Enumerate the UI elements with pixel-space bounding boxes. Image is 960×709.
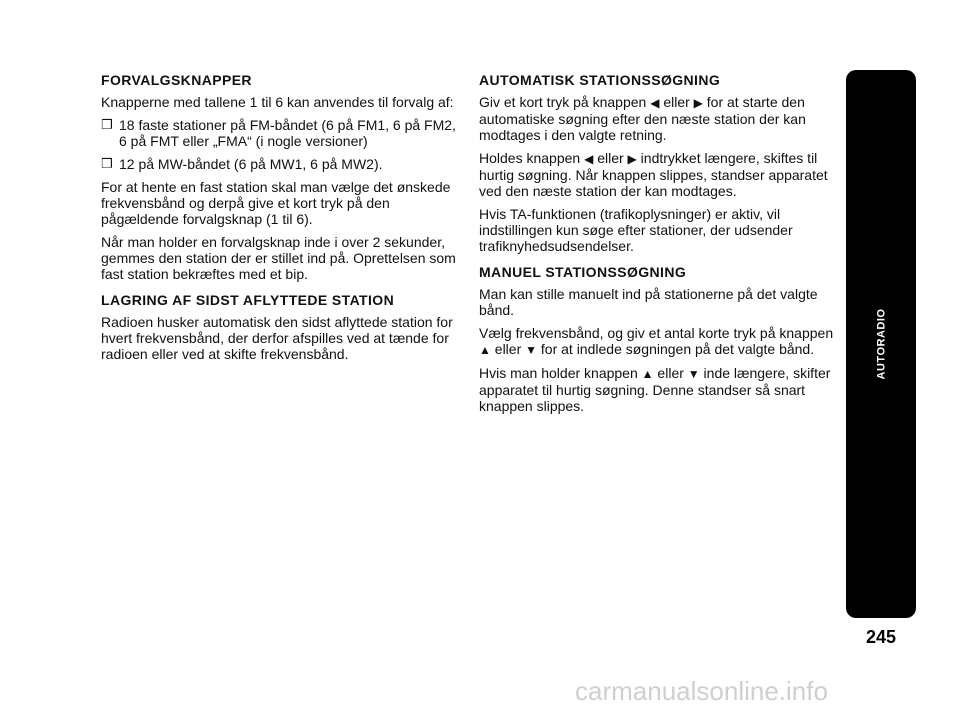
section-title-manual-search: MANUEL STATIONSSØGNING bbox=[479, 264, 687, 280]
left-arrow-icon: ◀ bbox=[584, 152, 594, 166]
section-title-preset-buttons: FORVALGSKNAPPER bbox=[101, 72, 252, 88]
paragraph: Giv et kort tryk på knappen ◀ eller ▶ for at starte den automatiske søgning efter den næste station der kan modtages i den valgte retning. bbox=[479, 94, 806, 143]
checkbox-bullet-icon: ❒ bbox=[101, 117, 113, 132]
up-arrow-icon: ▲ bbox=[479, 343, 491, 357]
right-arrow-icon: ▶ bbox=[693, 96, 703, 110]
checkbox-bullet-icon: ❒ bbox=[101, 156, 113, 171]
list-item-text: 12 på MW-båndet (6 på MW1, 6 på MW2). bbox=[119, 156, 383, 172]
down-arrow-icon: ▼ bbox=[525, 343, 538, 357]
chapter-tab-label: AUTORADIO bbox=[875, 308, 888, 380]
paragraph: Hvis TA-funktionen (trafikoplysninger) er aktiv, vil indstillingen kun søge efter stationer, der udsender trafiknyhedsudsendelser. bbox=[479, 206, 793, 254]
list-item bbox=[101, 156, 459, 172]
left-arrow-icon: ◀ bbox=[650, 96, 660, 110]
left-column bbox=[101, 72, 459, 369]
list-item-text: 18 faste stationer på FM-båndet (6 på FM1, 6 på FM2, 6 på FMT eller „FMA“ (i nogle versioner) bbox=[119, 117, 456, 149]
section-title-auto-search: AUTOMATISK STATIONSSØGNING bbox=[479, 72, 721, 88]
right-column bbox=[479, 72, 835, 421]
paragraph: Vælg frekvensbånd, og giv et antal korte tryk på knappen ▲ eller ▼ for at indlede søgningen på det valgte bånd. bbox=[479, 325, 834, 357]
up-arrow-icon: ▲ bbox=[641, 367, 654, 381]
paragraph: Når man holder en forvalgsknap inde i over 2 sekunder, gemmes den station der er stillet ind på. Oprettelsen som fast station bekræftes med et bip. bbox=[101, 234, 456, 282]
chapter-side-tab bbox=[846, 70, 916, 618]
paragraph: Holdes knappen ◀ eller ▶ indtrykket længere, skiftes til hurtig søgning. Når knappen slippes, standser apparatet ved den næste station der kan modtages. bbox=[479, 150, 828, 199]
list-item bbox=[101, 117, 459, 149]
paragraph: Radioen husker automatisk den sidst aflyttede station for hvert frekvensbånd, der derfor afspilles ved at tænde for radioen eller ved at skifte frekvensbånd. bbox=[101, 314, 453, 362]
right-arrow-icon: ▶ bbox=[627, 152, 637, 166]
paragraph: Man kan stille manuelt ind på stationerne på det valgte bånd. bbox=[479, 286, 818, 318]
paragraph: Hvis man holder knappen ▲ eller ▼ inde længere, skifter apparatet til hurtig søgning. Denne standser så snart knappen slippes. bbox=[479, 365, 831, 414]
section-title-last-station: LAGRING AF SIDST AFLYTTEDE STATION bbox=[101, 292, 395, 308]
down-arrow-icon: ▼ bbox=[687, 367, 700, 381]
paragraph: For at hente en fast station skal man vælge det ønskede frekvensbånd og derpå give et kort tryk på den pågældende forvalgsknap (1 til 6). bbox=[101, 179, 451, 227]
watermark: carmanualsonline.info bbox=[575, 676, 828, 706]
page-number: 245 bbox=[865, 627, 897, 647]
preset-intro: Knapperne med tallene 1 til 6 kan anvendes til forvalg af: bbox=[101, 94, 454, 110]
